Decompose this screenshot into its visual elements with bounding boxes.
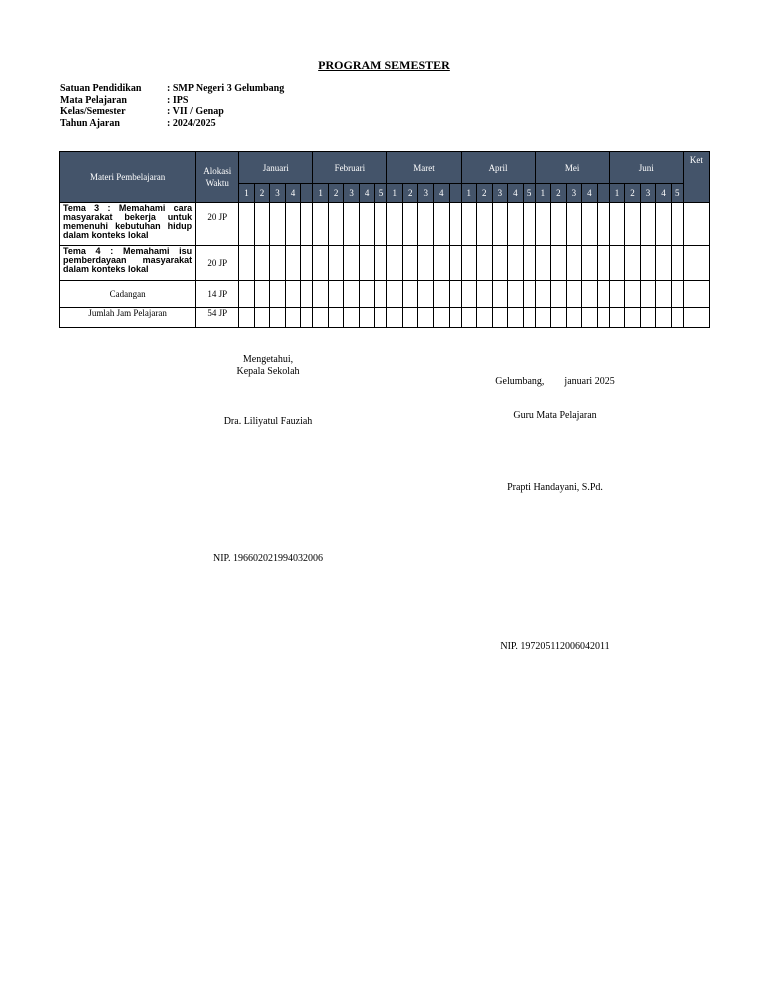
schedule-cell: [492, 203, 508, 246]
schedule-cell: [270, 246, 286, 281]
month-header: Maret: [387, 152, 461, 184]
schedule-cell: [301, 203, 313, 246]
schedule-cell: [566, 308, 582, 328]
schedule-cell: [328, 281, 344, 308]
info-row-mapel: [60, 95, 284, 107]
info-row-satuan: [60, 83, 284, 95]
schedule-cell: [270, 281, 286, 308]
schedule-cell: [492, 281, 508, 308]
signature-right-name: Prapti Handayani, S.Pd.: [507, 482, 603, 493]
schedule-cell: [402, 246, 418, 281]
schedule-cell: [508, 281, 524, 308]
schedule-cell: [359, 203, 375, 246]
schedule-cell: [387, 281, 403, 308]
schedule-cell: [492, 308, 508, 328]
schedule-cell: [477, 308, 493, 328]
schedule-cell: [551, 203, 567, 246]
schedule-cell: [609, 246, 625, 281]
schedule-cell: [625, 203, 641, 246]
schedule-cell: [254, 281, 270, 308]
week-header: [449, 184, 461, 203]
signature-left-role: Kepala Sekolah: [236, 366, 300, 377]
header-alokasi-line2: Waktu: [205, 178, 229, 188]
schedule-cell: [535, 203, 551, 246]
schedule-cell: [625, 308, 641, 328]
schedule-cell: [640, 203, 656, 246]
schedule-cell: [477, 203, 493, 246]
schedule-cell: [239, 308, 255, 328]
schedule-cell: [387, 203, 403, 246]
schedule-cell: [434, 203, 450, 246]
week-header: 2: [328, 184, 344, 203]
signature-right-line1: Gelumbang, januari 2025: [495, 376, 615, 387]
signature-left-nip: NIP. 196602021994032006: [212, 553, 323, 564]
schedule-cell: [609, 281, 625, 308]
schedule-cell: [418, 246, 434, 281]
week-header: 2: [254, 184, 270, 203]
schedule-cell: [597, 203, 609, 246]
week-header: 4: [656, 184, 672, 203]
schedule-cell: [434, 246, 450, 281]
schedule-cell: [313, 308, 329, 328]
schedule-cell: [449, 308, 461, 328]
week-header: 5: [523, 184, 535, 203]
schedule-cell: [344, 203, 360, 246]
week-header: 2: [625, 184, 641, 203]
table-row: [60, 281, 710, 308]
schedule-cell: [671, 203, 683, 246]
table-row: [60, 308, 710, 328]
schedule-cell: [387, 308, 403, 328]
schedule-cell: [609, 308, 625, 328]
schedule-cell: [402, 203, 418, 246]
schedule-cell: [359, 246, 375, 281]
schedule-cell: [461, 281, 477, 308]
schedule-cell: [671, 246, 683, 281]
schedule-cell: [461, 246, 477, 281]
week-header: 4: [285, 184, 301, 203]
schedule-cell: [285, 246, 301, 281]
signature-right: [445, 354, 665, 663]
schedule-cell: [656, 246, 672, 281]
info-label: Tahun Ajaran: [60, 117, 120, 129]
week-header: 4: [434, 184, 450, 203]
info-value: : IPS: [167, 94, 189, 106]
schedule-cell: [418, 281, 434, 308]
alokasi-cell: 14 JP: [196, 281, 239, 308]
schedule-cell: [535, 281, 551, 308]
schedule-cell: [683, 281, 709, 308]
week-header: 1: [461, 184, 477, 203]
week-header: [597, 184, 609, 203]
schedule-cell: [477, 246, 493, 281]
schedule-cell: [492, 246, 508, 281]
week-header: 4: [508, 184, 524, 203]
schedule-cell: [535, 246, 551, 281]
schedule-cell: [239, 246, 255, 281]
schedule-cell: [597, 281, 609, 308]
schedule-cell: [359, 281, 375, 308]
schedule-cell: [640, 281, 656, 308]
week-header: 3: [344, 184, 360, 203]
schedule-cell: [313, 203, 329, 246]
schedule-cell: [683, 308, 709, 328]
signature-left: [158, 354, 378, 564]
week-header: 3: [418, 184, 434, 203]
schedule-cell: [597, 308, 609, 328]
schedule-cell: [625, 246, 641, 281]
schedule-cell: [582, 203, 598, 246]
schedule-cell: [523, 281, 535, 308]
table-row: [60, 203, 710, 246]
week-header: 5: [671, 184, 683, 203]
materi-cell: Tema 3 : Memahami cara masyarakat bekerja untuk memenuhi kebutuhan hidup dalam konteks lokal: [60, 203, 196, 246]
info-row-kelas: [60, 106, 284, 118]
info-value: : 2024/2025: [167, 117, 216, 129]
schedule-cell: [461, 203, 477, 246]
schedule-cell: [683, 246, 709, 281]
materi-cell: Jumlah Jam Pelajaran: [60, 308, 196, 328]
info-label: Mata Pelajaran: [60, 94, 127, 106]
schedule-cell: [418, 203, 434, 246]
schedule-cell: [609, 203, 625, 246]
schedule-cell: [566, 246, 582, 281]
week-header: 3: [640, 184, 656, 203]
schedule-cell: [449, 246, 461, 281]
info-value: : VII / Genap: [167, 106, 224, 118]
schedule-cell: [683, 203, 709, 246]
week-header: 1: [609, 184, 625, 203]
schedule-cell: [656, 281, 672, 308]
schedule-cell: [461, 308, 477, 328]
schedule-cell: [551, 308, 567, 328]
schedule-cell: [375, 281, 387, 308]
header-alokasi-line1: Alokasi: [203, 166, 232, 176]
schedule-cell: [582, 308, 598, 328]
schedule-cell: [566, 203, 582, 246]
schedule-cell: [551, 246, 567, 281]
alokasi-cell: 20 JP: [196, 246, 239, 281]
schedule-cell: [508, 203, 524, 246]
schedule-cell: [508, 308, 524, 328]
signature-right-nip: NIP. 197205112006042011: [500, 641, 610, 652]
schedule-cell: [402, 281, 418, 308]
schedule-cell: [640, 308, 656, 328]
schedule-cell: [328, 246, 344, 281]
schedule-cell: [449, 203, 461, 246]
schedule-cell: [671, 281, 683, 308]
info-value: : SMP Negeri 3 Gelumbang: [167, 83, 285, 94]
schedule-cell: [535, 308, 551, 328]
week-header: 2: [402, 184, 418, 203]
schedule-cell: [254, 308, 270, 328]
schedule-cell: [375, 203, 387, 246]
signature-right-role: Guru Mata Pelajaran: [513, 410, 597, 421]
header-alokasi: [196, 152, 239, 203]
week-header: 1: [239, 184, 255, 203]
materi-cell: Tema 4 : Memahami isu pemberdayaan masyarakat dalam konteks lokal: [60, 246, 196, 281]
week-header: 2: [477, 184, 493, 203]
schedule-cell: [239, 281, 255, 308]
schedule-cell: [434, 308, 450, 328]
info-row-tahun: [60, 118, 284, 130]
schedule-cell: [671, 308, 683, 328]
schedule-cell: [239, 203, 255, 246]
schedule-cell: [387, 246, 403, 281]
schedule-cell: [254, 246, 270, 281]
schedule-cell: [375, 308, 387, 328]
schedule-cell: [285, 281, 301, 308]
schedule-cell: [254, 203, 270, 246]
schedule-cell: [566, 281, 582, 308]
week-header: 1: [387, 184, 403, 203]
schedule-cell: [402, 308, 418, 328]
schedule-cell: [418, 308, 434, 328]
signature-left-name: Dra. Liliyatul Fauziah: [223, 416, 313, 427]
schedule-cell: [582, 246, 598, 281]
schedule-cell: [597, 246, 609, 281]
schedule-cell: [359, 308, 375, 328]
schedule-cell: [477, 281, 493, 308]
week-header: 3: [566, 184, 582, 203]
schedule-cell: [344, 308, 360, 328]
schedule-cell: [523, 203, 535, 246]
schedule-cell: [285, 308, 301, 328]
schedule-cell: [313, 281, 329, 308]
alokasi-cell: 54 JP: [196, 308, 239, 328]
schedule-cell: [434, 281, 450, 308]
week-header: 1: [535, 184, 551, 203]
schedule-cell: [313, 246, 329, 281]
schedule-cell: [523, 308, 535, 328]
schedule-cell: [270, 203, 286, 246]
schedule-cell: [301, 281, 313, 308]
schedule-cell: [640, 246, 656, 281]
month-header: Juni: [609, 152, 683, 184]
schedule-cell: [375, 246, 387, 281]
week-header: 5: [375, 184, 387, 203]
schedule-cell: [328, 308, 344, 328]
schedule-cell: [508, 246, 524, 281]
schedule-cell: [656, 203, 672, 246]
schedule-cell: [285, 203, 301, 246]
header-materi: Materi Pembelajaran: [60, 152, 196, 203]
schedule-cell: [582, 281, 598, 308]
month-header: Mei: [535, 152, 609, 184]
alokasi-cell: 20 JP: [196, 203, 239, 246]
week-header: 2: [551, 184, 567, 203]
week-header: 3: [492, 184, 508, 203]
info-label: Kelas/Semester: [60, 106, 126, 118]
header-ket: Ket: [683, 152, 709, 203]
schedule-cell: [344, 246, 360, 281]
schedule-cell: [301, 308, 313, 328]
schedule-cell: [656, 308, 672, 328]
program-semester-table: [59, 151, 710, 328]
schedule-cell: [301, 246, 313, 281]
week-header: [301, 184, 313, 203]
info-label: Satuan Pendidikan: [60, 83, 142, 94]
table-row: [60, 246, 710, 281]
page-title: PROGRAM SEMESTER: [318, 58, 450, 72]
signature-left-line1: Mengetahui,: [242, 354, 294, 365]
materi-cell: Cadangan: [60, 281, 196, 308]
week-header: 4: [582, 184, 598, 203]
schedule-cell: [344, 281, 360, 308]
week-header: 3: [270, 184, 286, 203]
month-header: Februari: [313, 152, 387, 184]
document-info: [60, 83, 284, 129]
week-header: 1: [313, 184, 329, 203]
schedule-cell: [523, 246, 535, 281]
month-header: April: [461, 152, 535, 184]
schedule-cell: [270, 308, 286, 328]
schedule-cell: [449, 281, 461, 308]
schedule-cell: [551, 281, 567, 308]
schedule-cell: [328, 203, 344, 246]
week-header: 4: [359, 184, 375, 203]
schedule-cell: [625, 281, 641, 308]
month-header: Januari: [239, 152, 313, 184]
